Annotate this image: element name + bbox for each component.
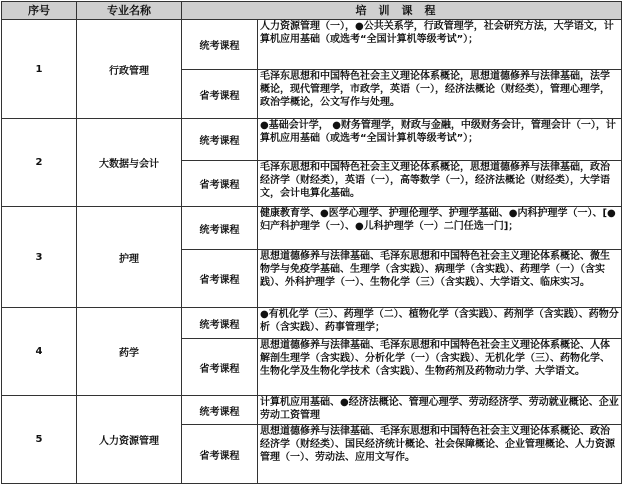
major-name: 行政管理 <box>77 20 182 119</box>
self-exam-label: 统考课程 <box>182 308 258 339</box>
provincial-label: 省考课程 <box>182 339 258 396</box>
self-exam-label: 统考课程 <box>182 207 258 250</box>
table-row <box>2 308 622 339</box>
major-name: 大数据与会计 <box>77 119 182 207</box>
table-row <box>2 20 622 70</box>
provincial-courses: 毛泽东思想和中国特色社会主义理论体系概论，思想道德修养与法律基础，政治经济学（财经类），英语（一），高等数学（一），经济法概论（财经类），大学语文，会计电算化基础。 <box>258 161 622 207</box>
provincial-courses: 毛泽东思想和中国特色社会主义理论体系概论，思想道德修养与法律基础，法学概论，现代管理学，市政学，英语（一），经济法概论（财经类），管理心理学，政治学概论，公文写作与处理。 <box>258 70 622 119</box>
major-name: 人力资源管理 <box>77 396 182 484</box>
header-major: 专业名称 <box>77 2 182 20</box>
major-name: 护理 <box>77 207 182 308</box>
table-row <box>2 396 622 425</box>
header-courses: 培训课程 <box>182 2 622 20</box>
provincial-courses: 思想道德修养与法律基础、毛泽东思想和中国特色社会主义理论体系概论、微生物学与免疫学基础、生理学（含实践）、病理学（含实践）、药理学（一）（含实践）、外科护理学（一）、生物化学（三）（含实践）、大学语文、临床实习。 <box>258 250 622 308</box>
provincial-courses: 思想道德修养与法律基础、毛泽东思想和中国特色社会主义理论体系概论、政治经济学（财经类）、国民经济统计概论、社会保障概论、企业管理概论、人力资源管理（一）、劳动法、应用文写作。 <box>258 425 622 484</box>
training-course-table <box>1 1 622 484</box>
self-exam-courses: 健康教育学、●医学心理学、护理伦理学、护理学基础、●内科护理学（一）、[●妇产科护理学（一）、●儿科护理学（一）二门任选一门]； <box>258 207 622 250</box>
table-row <box>2 119 622 161</box>
provincial-label: 省考课程 <box>182 70 258 119</box>
row-number: 5 <box>2 396 77 484</box>
self-exam-courses: ●有机化学（三）、药理学（二）、植物化学（含实践）、药剂学（含实践）、药物分析（含实践）、药事管理学； <box>258 308 622 339</box>
provincial-label: 省考课程 <box>182 250 258 308</box>
provincial-label: 省考课程 <box>182 425 258 484</box>
row-number: 3 <box>2 207 77 308</box>
provincial-courses: 思想道德修养与法律基础、毛泽东思想和中国特色社会主义理论体系概论、人体解剖生理学（含实践）、分析化学（一）（含实践）、无机化学（三）、药物化学、生物化学及生物化学技术（含实践）、生物药剂及药物动力学、大学语文。 <box>258 339 622 396</box>
self-exam-label: 统考课程 <box>182 396 258 425</box>
self-exam-courses: ●基础会计学， ●财务管理学，财政与金融，中级财务会计，管理会计（一），计算机应用基础（或选考“全国计算机等级考试”）； <box>258 119 622 161</box>
self-exam-label: 统考课程 <box>182 20 258 70</box>
provincial-label: 省考课程 <box>182 161 258 207</box>
row-number: 1 <box>2 20 77 119</box>
self-exam-courses: 人力资源管理（一），●公共关系学，行政管理学，社会研究方法，大学语文，计算机应用基础（或选考“全国计算机等级考试”）； <box>258 20 622 70</box>
row-number: 4 <box>2 308 77 396</box>
self-exam-label: 统考课程 <box>182 119 258 161</box>
header-no: 序号 <box>2 2 77 20</box>
table-header-row <box>2 2 622 20</box>
row-number: 2 <box>2 119 77 207</box>
table-row <box>2 207 622 250</box>
self-exam-courses: 计算机应用基础、●经济法概论、管理心理学、劳动经济学、劳动就业概论、企业劳动工资管理 <box>258 396 622 425</box>
major-name: 药学 <box>77 308 182 396</box>
